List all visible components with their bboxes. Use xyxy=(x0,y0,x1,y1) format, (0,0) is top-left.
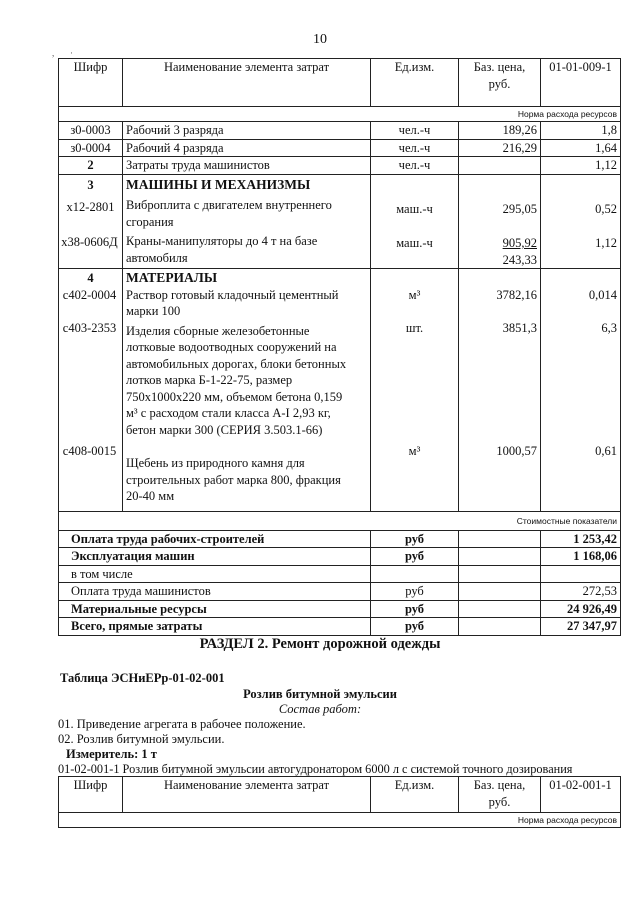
section-number: 4 xyxy=(87,271,94,285)
work-step: 02. Розлив битумной эмульсии. xyxy=(58,732,225,746)
cost-row xyxy=(59,565,621,583)
section-title: МАТЕРИАЛЫ xyxy=(126,270,218,285)
material-line: бетон марки 300 (СЕРИЯ 3.503.1-66) xyxy=(126,422,323,437)
cost-value: 24 926,49 xyxy=(541,600,621,618)
table-header-row xyxy=(59,59,621,107)
row-price-empty xyxy=(459,157,541,175)
row-price: 189,26 xyxy=(459,122,541,140)
row-price: 1000,57 xyxy=(496,443,537,458)
row-code: с402-0004 xyxy=(62,287,117,302)
header-unit: Ед.изм. xyxy=(371,777,459,813)
row-value: 0,61 xyxy=(595,443,617,458)
cost-value xyxy=(541,565,621,583)
material-name xyxy=(126,287,367,320)
row-code: 2 xyxy=(59,157,123,175)
row-value: 1,12 xyxy=(541,157,621,175)
work-title: Розлив битумной эмульсии xyxy=(243,687,397,701)
row-name: сгорания xyxy=(126,214,174,229)
row-price: 3851,3 xyxy=(502,321,537,335)
table-row xyxy=(59,157,621,175)
material-line: автомобильных дорогах, блоки бетонных xyxy=(126,356,347,371)
row-code: с408-0015 xyxy=(62,443,117,458)
row-unit: м³ xyxy=(408,287,421,302)
row-code: з0-0003 xyxy=(59,122,123,140)
cost-name: Эксплуатация машин xyxy=(59,548,371,566)
row-unit: маш.-ч xyxy=(396,236,433,250)
material-line: лотковые водоотводных сооружений на xyxy=(126,340,337,354)
cost-row xyxy=(59,530,621,548)
row-name: Краны-манипуляторы до 4 т на базе xyxy=(126,234,318,248)
row-value: 1,64 xyxy=(541,139,621,157)
row-name: Рабочий 3 разряда xyxy=(123,122,371,140)
cost-unit: руб xyxy=(371,618,459,636)
section-title: РАЗДЕЛ 2. Ремонт дорожной одежды xyxy=(199,636,441,652)
table-header-row xyxy=(59,777,621,813)
resource-table-1 xyxy=(58,58,621,636)
cost-value: 1 253,42 xyxy=(541,530,621,548)
scan-specks: , · xyxy=(52,48,73,58)
cost-label-row xyxy=(59,511,621,530)
cost-value: 27 347,97 xyxy=(541,618,621,636)
row-unit: чел.-ч xyxy=(371,157,459,175)
material-line: Раствор готовый кладочный цементный xyxy=(126,287,339,302)
header-name: Наименование элемента затрат xyxy=(123,59,371,107)
header-unit: Ед.изм. xyxy=(371,59,459,107)
header-code: Шифр xyxy=(59,59,123,107)
cost-row xyxy=(59,600,621,618)
cost-unit: руб xyxy=(371,583,459,601)
material-line: 750х1000х220 мм, объемом бетона 0,159 xyxy=(126,389,343,404)
row-value: 1,12 xyxy=(595,236,617,250)
work-step: 01. Приведение агрегата в рабочее положение. xyxy=(58,717,306,731)
row-unit: м³ xyxy=(408,443,421,458)
cost-row xyxy=(59,548,621,566)
row-value: 6,3 xyxy=(601,321,617,335)
row-name: автомобиля xyxy=(126,250,188,265)
table-row xyxy=(59,139,621,157)
cost-name: Оплата труда машинистов xyxy=(59,583,371,601)
row-value: 1,8 xyxy=(541,122,621,140)
header-code: Шифр xyxy=(59,777,123,813)
material-line: м³ с расходом стали класса А-I 2,93 кг, xyxy=(126,406,331,420)
cost-row xyxy=(59,618,621,636)
cost-unit xyxy=(371,565,459,583)
row-name: Рабочий 4 разряда xyxy=(123,139,371,157)
row-unit: чел.-ч xyxy=(371,122,459,140)
row-unit: маш.-ч xyxy=(396,201,433,216)
machines-section-row xyxy=(59,174,621,269)
row-code: х12-2801 xyxy=(66,200,115,214)
section-title: МАШИНЫ И МЕХАНИЗМЫ xyxy=(126,176,311,192)
cost-unit: руб xyxy=(371,548,459,566)
cost-value: 1 168,06 xyxy=(541,548,621,566)
row-price: 3782,16 xyxy=(496,287,537,302)
cost-name: Материальные ресурсы xyxy=(59,600,371,618)
section-number: 3 xyxy=(87,177,94,192)
page-number: 10 xyxy=(313,32,327,47)
row-unit: чел.-ч xyxy=(371,139,459,157)
cost-unit: руб xyxy=(371,530,459,548)
cost-unit: руб xyxy=(371,600,459,618)
cost-name: в том числе xyxy=(59,565,371,583)
cost-row xyxy=(59,583,621,601)
meter: Измеритель: 1 т xyxy=(66,747,157,761)
cost-label: Стоимостные показатели xyxy=(59,511,621,530)
row-name: Виброплита с двигателем внутреннего xyxy=(126,198,332,212)
row-value: 0,014 xyxy=(588,287,617,302)
composition-label: Состав работ: xyxy=(278,702,362,716)
row-unit: шт. xyxy=(405,321,424,335)
norm-label-row xyxy=(59,107,621,122)
material-line: Щебень из природного камня для xyxy=(126,456,305,470)
material-line: 20-40 мм xyxy=(126,489,175,503)
header-price: Баз. цена, руб. xyxy=(459,59,541,107)
material-name xyxy=(126,323,367,439)
row-code: з0-0004 xyxy=(59,139,123,157)
norm-label-row xyxy=(59,813,621,828)
row-price: 905,92 xyxy=(502,236,537,250)
materials-section-row xyxy=(59,269,621,512)
row-code: с403-2353 xyxy=(62,321,117,335)
row-code: х38-0606Д xyxy=(61,234,118,249)
row-name: Затраты труда машинистов xyxy=(123,157,371,175)
row-price: 295,05 xyxy=(502,201,537,216)
header-norm-code: 01-02-001-1 xyxy=(541,777,621,813)
material-line: марки 100 xyxy=(126,304,181,318)
material-name xyxy=(126,455,367,505)
row-price: 216,29 xyxy=(459,139,541,157)
resource-table-2 xyxy=(58,776,621,828)
table-title: Таблица ЭСНиЕРр-01-02-001 xyxy=(60,671,225,685)
material-line: строительных работ марка 800, фракция xyxy=(126,472,341,487)
header-price: Баз. цена, руб. xyxy=(459,777,541,813)
row-value: 0,52 xyxy=(595,201,617,216)
cost-value: 272,53 xyxy=(541,583,621,601)
header-norm-code: 01-01-009-1 xyxy=(541,59,621,107)
cost-name: Оплата труда рабочих-строителей xyxy=(59,530,371,548)
item-line: 01-02-001-1 Розлив битумной эмульсии автогудронатором 6000 л с системой точного дозирования xyxy=(58,762,573,776)
norm-label: Норма расхода ресурсов xyxy=(59,813,621,828)
cost-name: Всего, прямые затраты xyxy=(59,618,371,636)
material-line: Изделия сборные железобетонные xyxy=(126,323,310,338)
table-row xyxy=(59,122,621,140)
row-price-secondary: 243,33 xyxy=(502,252,537,267)
material-line: лотков марка Б-1-22-75, размер xyxy=(126,373,293,387)
norm-label: Норма расхода ресурсов xyxy=(59,107,621,122)
header-name: Наименование элемента затрат xyxy=(123,777,371,813)
